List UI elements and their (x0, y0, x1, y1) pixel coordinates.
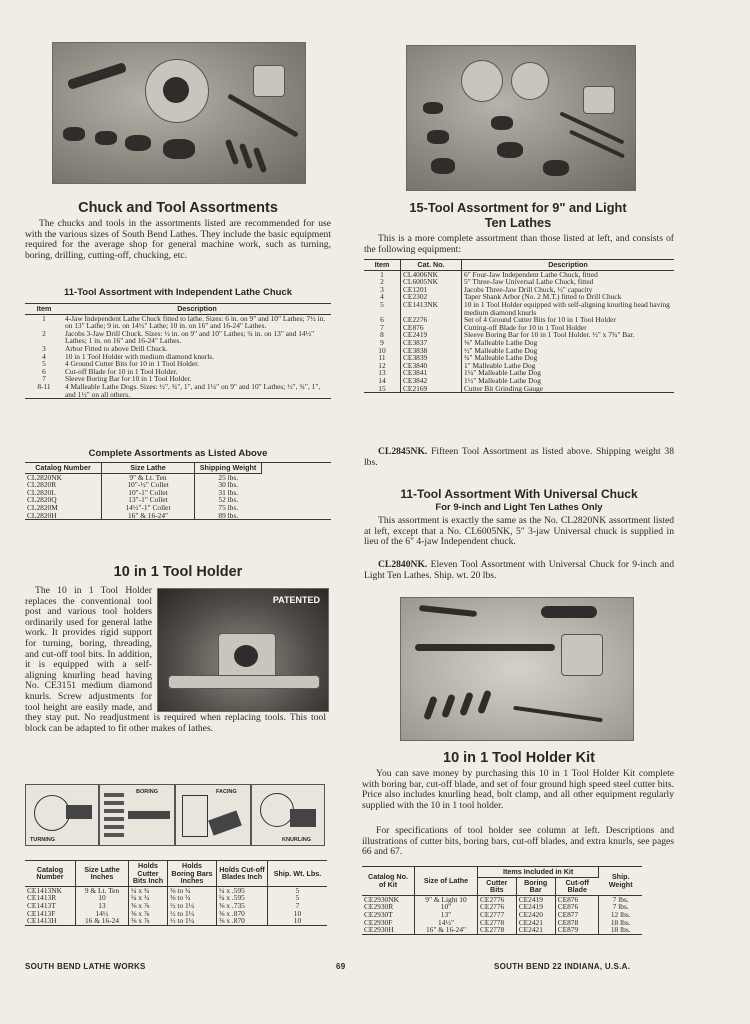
t11-row-cell: Cut-off Blade for 10 in 1 Tool Holder. (65, 366, 178, 376)
holder-col-bars: Holds Boring Bars Inches (168, 861, 217, 887)
holder-row-cell: ½ to 1¼ (168, 917, 217, 925)
holder-row-cell: CE1413NK (25, 886, 76, 894)
t11-row-cell: Jacobs 3-Jaw Drill Chuck. Sizes: ½ in. on 9" and 10" Lathes; ¾ in. on 13" and 14½" Lathes; 1 in. on 16" and 16-24" Lathes. (65, 328, 315, 346)
t11-row (25, 314, 331, 330)
holder-row-cell: ⅜ x ⅞ (129, 917, 168, 925)
holder-row-cell: 13 (76, 902, 129, 910)
diagram-label-boring: BORING (136, 789, 158, 795)
fifteen-tool-title: 15-Tool Assortment for 9" and Light Ten Lathes (409, 200, 627, 230)
tool-holder-kit-text-1: You can save money by purchasing this 10 in 1 Tool Holder Kit complete with boring bar, cut-off blade, and set of four ground high speed steel cutter bits. Price also includes knurling head, bolt clamp, and all other equipment regularly supplied with the 10 in 1 tool holder. (362, 768, 674, 811)
t11-row-cell: 3 (42, 343, 46, 353)
holder-row-cell: 10 (293, 916, 302, 926)
holder-row-cell: ⅜ to ¾ (168, 886, 217, 894)
t11-row-cell: 6 (42, 366, 46, 376)
diagram-facing (175, 784, 251, 846)
t15-row-cell: Jacobs Three-Jaw Drill Chuck, ½" capacity (464, 284, 593, 294)
kit-col-bar: Boring Bar (516, 877, 555, 895)
t15-row-cell: Set of 4 Ground Cutter Bits for 10 in 1 Tool Holder (464, 315, 616, 325)
universal-chuck-note (364, 560, 674, 581)
kit-row-cell: 18 lbs. (610, 917, 631, 927)
kit-row-cell: CE877 (555, 911, 599, 919)
t15-row-cell: 10 in 1 Tool Holder equipped with self-aligning knurling head having medium diamond knurls (464, 299, 670, 317)
kit-row-cell: CE2419 (516, 903, 555, 911)
diagram-boring (99, 784, 175, 846)
kit-row-cell: CE876 (555, 903, 599, 911)
t15-row-cell: 8 (364, 331, 401, 339)
t11-row-cell: Sleeve Boring Bar for 10 in 1 Tool Holder. (65, 374, 192, 384)
holder-row-cell: 10 (293, 908, 302, 918)
kit-row-cell: CE2930R (362, 903, 415, 911)
universal-note-code: CL2840NK. (378, 559, 428, 570)
kit-row-cell: CE2778 (478, 919, 517, 927)
t15-row-cell: 11 (364, 354, 401, 362)
t15-row-cell: CE2419 (401, 331, 462, 339)
holder-row-cell: 5 (295, 893, 300, 903)
t11-row-cell: 2 (42, 328, 46, 338)
complete-row-cell: 89 lbs. (218, 510, 239, 520)
complete-row (25, 481, 331, 489)
t15-row-cell: Cutter Bit Grinding Gauge (464, 383, 544, 393)
t15-row-cell: CE2302 (401, 293, 462, 301)
tool-holder-table (25, 860, 327, 926)
t15-row-cell: ⅜" Malleable Lathe Dog (464, 337, 538, 347)
t15-row-cell: 3 (364, 286, 401, 294)
kit-row-cell: 7 lbs. (612, 902, 629, 912)
complete-assortments-title: Complete Assortments as Listed Above (88, 448, 268, 459)
t15-row-cell: 1" Malleable Lathe Dog (464, 360, 536, 370)
t15-row-cell: CE3841 (401, 369, 462, 377)
complete-row-cell: 16" & 16-24" (102, 512, 195, 520)
t15-row-cell: CL4006NK (401, 270, 462, 278)
holder-row-cell: ⅜ x ⅞ (129, 902, 168, 910)
t15-row-cell: ½" Malleable Lathe Dog (464, 345, 538, 355)
kit-row-cell: CE2421 (516, 919, 555, 927)
holder-row-cell: CE1413T (25, 902, 76, 910)
kit-row-cell: CE2776 (478, 903, 517, 911)
complete-row-cell: CL2820NK (25, 473, 102, 481)
t15-row-cell: 5" Three-Jaw Universal Lathe Chuck, fitted (464, 277, 594, 287)
kit-row-cell: 13" (415, 911, 478, 919)
chuck-assortments-intro: The chucks and tools in the assortments listed are recommended for use with the various sizes of South Bend Lathes. They include the basic equipment required for the average shop for general machine work, such as turning, boring, drilling, cutting-off, chucking, etc. (25, 218, 331, 261)
holder-row-cell: ⅜ x .870 (217, 910, 268, 918)
holder-col-weight: Ship. Wt. Lbs. (268, 861, 328, 887)
kit-group-header: Items Included in Kit (478, 867, 599, 878)
t15-col-catno: Cat. No. (401, 260, 462, 271)
kit-row-cell: 16" & 16-24" (415, 926, 478, 934)
kit-row-cell: CE2421 (516, 926, 555, 934)
kit-row-cell: 10" (415, 903, 478, 911)
t15-row-cell: Taper Shank Arbor (No. 2 M.T.) fitted to Drill Chuck (464, 292, 622, 302)
t15-row-cell: CL6005NK (401, 278, 462, 286)
t15-row-cell: 15 (364, 385, 401, 393)
holder-row-cell: 10 (76, 894, 129, 902)
holder-row-cell: CE1413H (25, 917, 76, 925)
kit-row (362, 926, 642, 934)
kit-row-cell: 7 lbs. (612, 894, 629, 904)
universal-note-text: Eleven Tool Assortment with Universal Chuck for 9-inch and Light Ten Lathes. Ship. wt. 20 lbs. (364, 559, 674, 581)
t15-row-cell: 6" Four-Jaw Independent Lathe Chuck, fitted (464, 269, 598, 279)
kit-row-cell: CE876 (555, 895, 599, 903)
kit-row-cell: CE2776 (478, 895, 517, 903)
complete-col-weight: Shipping Weight (195, 463, 262, 474)
t11-row-cell: 8-11 (37, 381, 51, 391)
t15-row-cell: CE1413NK (401, 301, 462, 316)
holder-row-cell: ¼ x ¾ (129, 894, 168, 902)
kit-row-cell: CE2930NK (362, 895, 415, 903)
fifteen-tool-intro: This is a more complete assortment than those listed at left, and consists of the following equipment: (364, 233, 674, 255)
t15-row-cell: CE3842 (401, 377, 462, 385)
t11-row-cell: Arbor Fitted to above Drill Chuck. (65, 343, 168, 353)
complete-row (25, 512, 331, 520)
t15-row-cell: 9 (364, 339, 401, 347)
footer-location: SOUTH BEND 22 INDIANA, U.S.A. (494, 962, 631, 971)
t15-row-cell: 1¼" Malleable Lathe Dog (464, 368, 541, 378)
t15-row-cell: CE3838 (401, 347, 462, 355)
kit-row-cell: CE2930H (362, 926, 415, 934)
t11-row (25, 383, 331, 399)
t11-row-cell: 1 (42, 313, 46, 323)
t15-row-cell: 12 (364, 362, 401, 370)
fifteen-tool-photo (406, 45, 636, 191)
holder-row-cell: ¼ x .595 (217, 886, 268, 894)
kit-col-weight: Ship. Weight (599, 867, 642, 896)
tool-holder-title: 10 in 1 Tool Holder (113, 564, 243, 580)
complete-row (25, 496, 331, 504)
t15-row-cell: CE2276 (401, 316, 462, 324)
holder-col-blades: Holds Cut-off Blades Inch (217, 861, 268, 887)
complete-row-cell: CL2820R (25, 481, 102, 489)
complete-body (25, 473, 331, 520)
t15-col-description: Description (462, 260, 675, 271)
complete-row-cell: CL2820Q (25, 496, 102, 504)
t15-row-cell: CE3837 (401, 339, 462, 347)
fifteen-tool-table (364, 259, 674, 393)
t11-col-item: Item (25, 304, 63, 315)
kit-row-cell: 14½" (415, 919, 478, 927)
tool-holder-text: The 10 in 1 Tool Holder replaces the conventional tool post and various tool holders ordinarily used for general lathe work. It provides rigid support for turning, boring, threading, and cut-off tool bits. In addition, it is equipped with a self-aligning knurling head having No. CE3151 medium diamond knurls. Screw adjustments for tool height are easily made, and they stay put. No readjustment is required when replacing tools. This tool block can be adapted to fit other makes of lathes. (25, 585, 326, 734)
t15-row-cell: 1½" Malleable Lathe Dog (464, 375, 541, 385)
holder-row-cell: 7 (295, 900, 300, 910)
t15-row-cell: CE876 (401, 324, 462, 332)
holder-row-cell: 5 (295, 885, 300, 895)
universal-chuck-subtitle: For 9-inch and Light Ten Lathes Only (435, 502, 603, 513)
t11-row (25, 330, 331, 345)
t15-row (364, 385, 674, 393)
complete-row-cell: 25 lbs. (218, 472, 239, 482)
tool-holder-diagram (25, 784, 323, 846)
t15-row-cell: 1 (364, 270, 401, 278)
holder-row-cell: ⅜ x .735 (217, 902, 268, 910)
kit-row-cell: CE2778 (478, 926, 517, 934)
t11-row-cell: 7 (42, 374, 46, 384)
complete-assortments-table (25, 462, 331, 520)
complete-row-cell: 75 lbs. (218, 502, 239, 512)
t11-col-description: Description (63, 304, 331, 315)
tool-holder-kit-table (362, 866, 642, 935)
t11-row-cell: 10 in 1 Tool Holder with medium diamond knurls. (65, 351, 214, 361)
kit-col-catalog: Catalog No. of Kit (362, 867, 415, 896)
footer-company: SOUTH BEND LATHE WORKS (25, 962, 146, 971)
diagram-label-knurling: KNURLING (282, 837, 312, 843)
t15-row-cell: Cutting-off Blade for 10 in 1 Tool Holder (464, 322, 587, 332)
t11-table (25, 303, 331, 399)
holder-row-cell: 14½ (76, 910, 129, 918)
t11-title: 11-Tool Assortment with Independent Lathe Chuck (63, 287, 293, 298)
universal-chuck-title: 11-Tool Assortment With Universal Chuck (400, 487, 638, 501)
diagram-label-facing: FACING (216, 789, 237, 795)
kit-col-blade: Cut-off Blade (555, 877, 599, 895)
complete-row-cell: 10"-½" Collet (102, 481, 195, 489)
holder-row (25, 917, 327, 925)
t15-row-cell: ¾" Malleable Lathe Dog (464, 353, 538, 363)
t11-body (25, 314, 331, 399)
kit-row-cell: CE878 (555, 919, 599, 927)
t15-body (364, 270, 674, 393)
footer-page-number: 69 (336, 962, 346, 971)
kit-row-cell: CE2777 (478, 911, 517, 919)
complete-row-cell: 52 lbs. (218, 495, 239, 505)
diagram-turning (25, 784, 99, 846)
complete-row-cell: 31 lbs. (218, 487, 239, 497)
kit-row-cell: CE2930F (362, 919, 415, 927)
kit-row-cell: 12 lbs. (610, 909, 631, 919)
t15-row-cell: CE3840 (401, 362, 462, 370)
holder-row-cell: ¼ x .595 (217, 894, 268, 902)
t15-row-cell: 6 (364, 316, 401, 324)
kit-row-cell: 9" & Light 10 (415, 895, 478, 903)
t15-row-cell: CE3839 (401, 354, 462, 362)
complete-row-cell: 9" & Lt. Ten (102, 473, 195, 481)
t15-col-item: Item (364, 260, 401, 271)
t15-row-cell: 7 (364, 324, 401, 332)
holder-col-size: Size Lathe Inches (76, 861, 129, 887)
kit-body (362, 895, 642, 934)
complete-row (25, 489, 331, 497)
complete-row-cell: CL2820H (25, 512, 102, 520)
holder-row-cell: ⅜ x ⅞ (129, 910, 168, 918)
tool-holder-kit-photo (400, 597, 634, 741)
kit-col-size: Size of Lathe (415, 867, 478, 896)
complete-col-size: Size Lathe (102, 463, 195, 474)
holder-row-cell: 16 & 16-24 (76, 917, 129, 925)
fifteen-tool-note-text: Fifteen Tool Assortment as listed above. Shipping weight 38 lbs. (364, 446, 674, 468)
t11-row-cell: 4-Jaw Independent Lathe Chuck fitted to lathe. Sizes: 6 in. on 9" and 10" Lathes; 7½ in. on 13" Lathe; 9 in. on 14½" Lathe; 10 in. on 16" and 16-24" Lathes. (65, 313, 326, 331)
t15-row-cell: CE2169 (401, 385, 462, 393)
t15-row-cell: 5 (364, 301, 401, 316)
t15-row-cell: 14 (364, 377, 401, 385)
holder-body (25, 886, 327, 925)
t15-row-cell: 4 (364, 293, 401, 301)
holder-col-bits: Holds Cutter Bits Inch (129, 861, 168, 887)
t15-row-cell: CE1201 (401, 286, 462, 294)
complete-col-catalog: Catalog Number (25, 463, 102, 474)
chuck-assortments-title: Chuck and Tool Assortments (78, 200, 278, 216)
complete-row-cell: 30 lbs. (218, 480, 239, 490)
fifteen-tool-note-code: CL2845NK. (378, 446, 428, 457)
kit-row-cell: CE2420 (516, 911, 555, 919)
complete-row-cell: 14½"-1" Collet (102, 504, 195, 512)
complete-row-cell: CL2820M (25, 504, 102, 512)
complete-row-cell: CL2820L (25, 489, 102, 497)
patented-label: PATENTED (272, 595, 320, 605)
t15-row (364, 301, 674, 316)
holder-row-cell: 9 & Lt. Ten (76, 886, 129, 894)
holder-row-cell: ⅜ to ¾ (168, 894, 217, 902)
t15-row-cell: 2 (364, 278, 401, 286)
complete-row (25, 473, 331, 481)
fifteen-tool-note (364, 447, 674, 468)
photo-wrap-spacer (152, 586, 326, 708)
t15-row-cell: 10 (364, 347, 401, 355)
holder-row-cell: ½ to 1¼ (168, 910, 217, 918)
holder-row-cell: CE1413R (25, 894, 76, 902)
tool-holder-kit-title: 10 in 1 Tool Holder Kit (443, 750, 595, 766)
holder-col-catalog: Catalog Number (25, 861, 76, 887)
complete-row (25, 504, 331, 512)
diagram-label-turning: TURNING (30, 837, 56, 843)
kit-row-cell: CE2419 (516, 895, 555, 903)
kit-row-cell: CE2930T (362, 911, 415, 919)
holder-row-cell: ⅜ x .870 (217, 917, 268, 925)
t11-row-cell: 5 (42, 359, 46, 369)
kit-row-cell: CE879 (555, 926, 599, 934)
chuck-assortment-photo (52, 42, 306, 184)
t11-row-cell: 4 Malleable Lathe Dogs. Sizes: ½", ¾", 1", and 1¼" on 9" and 10" Lathes; ½", ¾", 1", and 1½" on all others. (65, 381, 321, 399)
kit-row-cell: 18 lbs. (610, 925, 631, 935)
holder-row-cell: ½ to 1¼ (168, 902, 217, 910)
holder-row-cell: CE1413F (25, 910, 76, 918)
kit-col-bits: Cutter Bits (478, 877, 517, 895)
t15-row-cell: Sleeve Boring Bar for 10 in 1 Tool Holder. ½" x 7¾" Bar. (464, 330, 635, 340)
t11-row-cell: 4 (42, 351, 46, 361)
complete-row-cell: 10"-1" Collet (102, 489, 195, 497)
tool-holder-kit-text-2: For specifications of tool holder see column at left. Descriptions and illustrations of cutter bits, boring bars, cut-off blades, and extra knurls, see pages 66 and 67. (362, 825, 674, 858)
universal-chuck-text: This assortment is exactly the same as the No. CL2820NK assortment listed at left, except that a No. CL6005NK, 5" 3-jaw Universal chuck is supplied in lieu of the 6" 4-jaw Independent chuck. (364, 515, 674, 548)
holder-row-cell: ¼ x ¾ (129, 886, 168, 894)
complete-row-cell: 13"-1" Collet (102, 496, 195, 504)
t15-row-cell: 13 (364, 369, 401, 377)
diagram-knurling (251, 784, 325, 846)
t11-row-cell: 4 Ground Cutter Bits for 10 in 1 Tool Holder. (65, 359, 200, 369)
